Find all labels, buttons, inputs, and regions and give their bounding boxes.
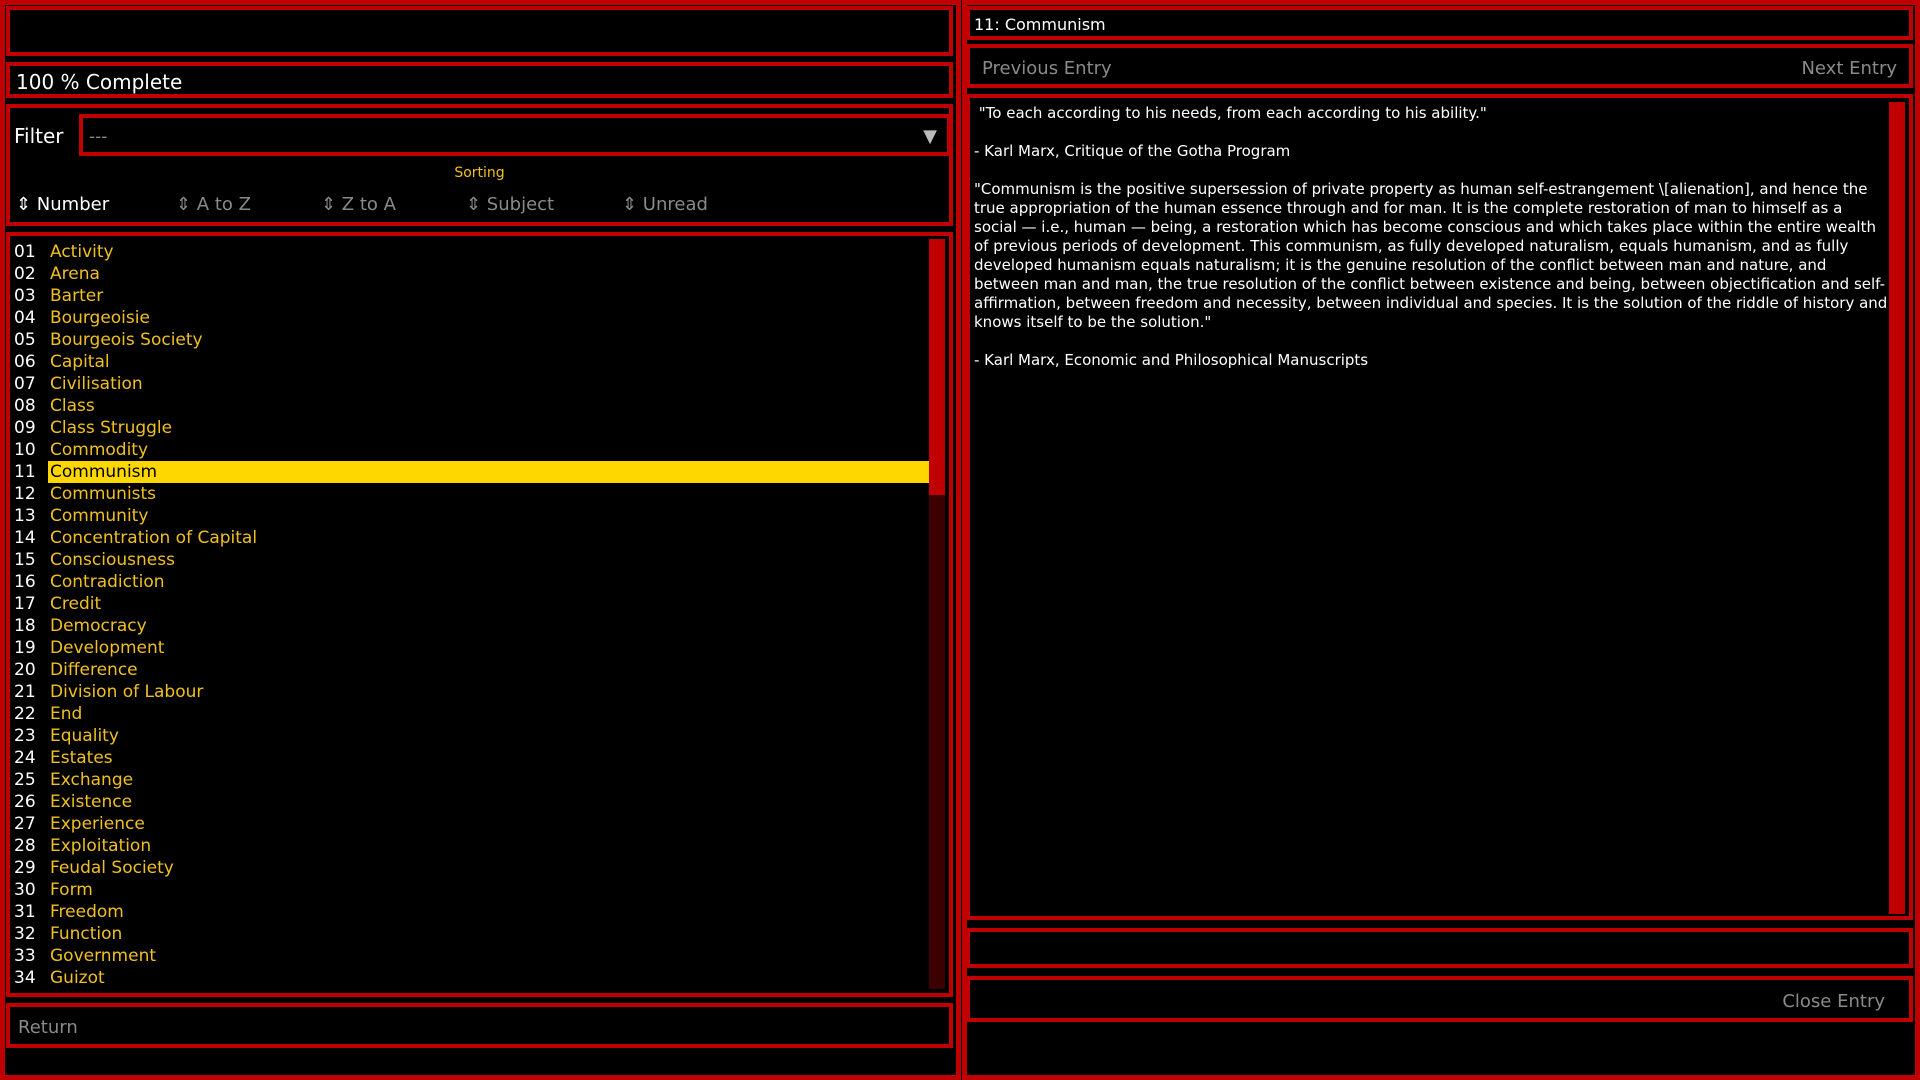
entry-name: Exploitation: [50, 836, 152, 856]
list-item[interactable]: [10, 637, 935, 659]
entry-name: Bourgeois Society: [50, 330, 203, 350]
sort-by-number-button[interactable]: ⇕ Number: [16, 194, 110, 215]
footer-empty-bar: [966, 928, 1913, 968]
return-button[interactable]: [6, 1003, 953, 1048]
entry-number: 07: [14, 374, 36, 394]
filter-dropdown[interactable]: [79, 114, 951, 156]
sort-by-unread-button[interactable]: ⇕ Unread: [622, 194, 708, 215]
entry-number: 22: [14, 704, 36, 724]
list-item[interactable]: [10, 373, 935, 395]
entry-name: Guizot: [50, 968, 105, 988]
entry-name: Community: [50, 506, 149, 526]
entry-name: Experience: [50, 814, 145, 834]
entry-navigation: [966, 44, 1913, 88]
close-entry-button[interactable]: [966, 976, 1913, 1022]
list-item[interactable]: [10, 241, 935, 263]
entry-name: Existence: [50, 792, 133, 812]
entry-number: 14: [14, 528, 36, 548]
entry-list: [10, 241, 935, 989]
entry-number: 04: [14, 308, 36, 328]
entry-name: Barter: [50, 286, 104, 306]
entry-number: 11: [14, 462, 36, 482]
entry-number: 19: [14, 638, 36, 658]
entry-name: Estates: [50, 748, 113, 768]
entry-name: Activity: [50, 242, 114, 262]
entry-number: 13: [14, 506, 36, 526]
entry-title-bar: [966, 6, 1913, 40]
list-item[interactable]: [10, 703, 935, 725]
entry-name: Democracy: [50, 616, 147, 636]
entry-name: Class: [50, 396, 95, 416]
entry-name: Arena: [50, 264, 100, 284]
list-item[interactable]: [10, 923, 935, 945]
list-item[interactable]: [10, 263, 935, 285]
entry-number: 03: [14, 286, 36, 306]
list-item[interactable]: [10, 505, 935, 527]
list-item[interactable]: [10, 571, 935, 593]
entry-number: 02: [14, 264, 36, 284]
entry-name: Government: [50, 946, 157, 966]
entry-name: End: [50, 704, 83, 724]
entry-name: Form: [50, 880, 93, 900]
progress-bar: [6, 62, 953, 98]
entry-name: Consciousness: [50, 550, 175, 570]
entry-number: 27: [14, 814, 36, 834]
entry-number: 16: [14, 572, 36, 592]
list-scrollbar[interactable]: [929, 239, 945, 989]
filter-sort-panel: [6, 104, 953, 226]
list-item[interactable]: [10, 659, 935, 681]
filter-value: ---: [89, 127, 108, 147]
entry-body-text: "To each according to his needs, from each according to his ability." - Karl Marx, Critique of the Gotha Program "Communism is the positive supersession of private property as human self-estrangement \[alienation], and hence the true appropriation of the human essence through and for man. It is the complete restoration of man to himself as a social — i.e., human — being, a restoration which has become conscious and which takes place within the entire wealth of previous periods of development. This communism, as fully developed naturalism, equals humanism, and as fully developed humanism equals naturalism; it is the genuine resolution of the conflict between man and nature, and between man and man, the true resolution of the conflict between existence and being, between objectification and self-affirmation, between freedom and necessity, between individual and species. It is the solution of the riddle of history and knows itself to be the solution." - Karl Marx, Economic and Philosophical Manuscripts: [974, 104, 1888, 369]
list-item[interactable]: [10, 461, 935, 483]
entry-number: 17: [14, 594, 36, 614]
entry-name: Contradiction: [50, 572, 165, 592]
entry-name: Exchange: [50, 770, 134, 790]
entry-number: 15: [14, 550, 36, 570]
selection-highlight: [48, 461, 935, 483]
list-item[interactable]: [10, 549, 935, 571]
list-item[interactable]: [10, 615, 935, 637]
return-label: Return: [18, 1017, 78, 1038]
entry-number: 21: [14, 682, 36, 702]
entry-name: Commodity: [50, 440, 149, 460]
chevron-down-icon: ▼: [923, 126, 937, 147]
entry-content-panel: [966, 94, 1913, 920]
entry-name: Credit: [50, 594, 102, 614]
list-scrollbar-thumb[interactable]: [929, 239, 945, 495]
list-item[interactable]: [10, 725, 935, 747]
entry-number: 25: [14, 770, 36, 790]
list-item[interactable]: [10, 329, 935, 351]
entry-name: Division of Labour: [50, 682, 204, 702]
list-item[interactable]: [10, 483, 935, 505]
entry-name: Communists: [50, 484, 157, 504]
list-item[interactable]: [10, 417, 935, 439]
entry-number: 33: [14, 946, 36, 966]
entry-number: 09: [14, 418, 36, 438]
entry-name: Class Struggle: [50, 418, 173, 438]
entry-number: 18: [14, 616, 36, 636]
list-item[interactable]: [10, 879, 935, 901]
entry-number: 12: [14, 484, 36, 504]
entry-number: 01: [14, 242, 36, 262]
list-item[interactable]: [10, 813, 935, 835]
entry-title: 11: Communism: [974, 15, 1106, 34]
list-item[interactable]: [10, 769, 935, 791]
close-entry-label: Close Entry: [1782, 991, 1885, 1012]
entry-name: Equality: [50, 726, 119, 746]
entry-number: 31: [14, 902, 36, 922]
list-item[interactable]: [10, 439, 935, 461]
entry-number: 20: [14, 660, 36, 680]
entry-list-panel: [6, 232, 953, 997]
list-item[interactable]: [10, 857, 935, 879]
list-item[interactable]: [10, 681, 935, 703]
list-item[interactable]: [10, 835, 935, 857]
entry-name: Capital: [50, 352, 110, 372]
entry-number: 08: [14, 396, 36, 416]
filter-label: Filter: [14, 124, 64, 148]
entry-name: Civilisation: [50, 374, 143, 394]
entry-name: Difference: [50, 660, 138, 680]
list-item[interactable]: [10, 527, 935, 549]
sorting-title: Sorting: [454, 165, 505, 181]
progress-text: 100 % Complete: [16, 70, 183, 94]
entry-name: Function: [50, 924, 123, 944]
list-item[interactable]: [10, 967, 935, 989]
entry-name: Feudal Society: [50, 858, 174, 878]
sort-z-to-a-button[interactable]: ⇕ Z to A: [321, 194, 396, 215]
entry-name: Bourgeoisie: [50, 308, 150, 328]
previous-entry-button[interactable]: Previous Entry: [982, 58, 1112, 79]
list-item[interactable]: [10, 747, 935, 769]
entry-number: 24: [14, 748, 36, 768]
entry-name: Freedom: [50, 902, 124, 922]
list-item[interactable]: [10, 593, 935, 615]
list-item[interactable]: [10, 395, 935, 417]
entry-number: 10: [14, 440, 36, 460]
list-item[interactable]: [10, 791, 935, 813]
list-item[interactable]: [10, 307, 935, 329]
entry-name: Concentration of Capital: [50, 528, 258, 548]
header-empty-bar: [6, 6, 953, 56]
list-item[interactable]: [10, 351, 935, 373]
entry-number: 06: [14, 352, 36, 372]
entry-number: 05: [14, 330, 36, 350]
next-entry-button[interactable]: Next Entry: [1801, 58, 1897, 79]
entry-number: 28: [14, 836, 36, 856]
entry-number: 23: [14, 726, 36, 746]
entry-number: 32: [14, 924, 36, 944]
list-item[interactable]: [10, 285, 935, 307]
sort-by-subject-button[interactable]: ⇕ Subject: [466, 194, 555, 215]
entry-number: 30: [14, 880, 36, 900]
content-scrollbar[interactable]: [1889, 102, 1905, 914]
entry-name: Development: [50, 638, 165, 658]
entry-name: Communism: [50, 462, 158, 482]
entry-number: 26: [14, 792, 36, 812]
entry-number: 29: [14, 858, 36, 878]
list-item[interactable]: [10, 901, 935, 923]
entry-number: 34: [14, 968, 36, 988]
list-item[interactable]: [10, 945, 935, 967]
sort-a-to-z-button[interactable]: ⇕ A to Z: [176, 194, 251, 215]
